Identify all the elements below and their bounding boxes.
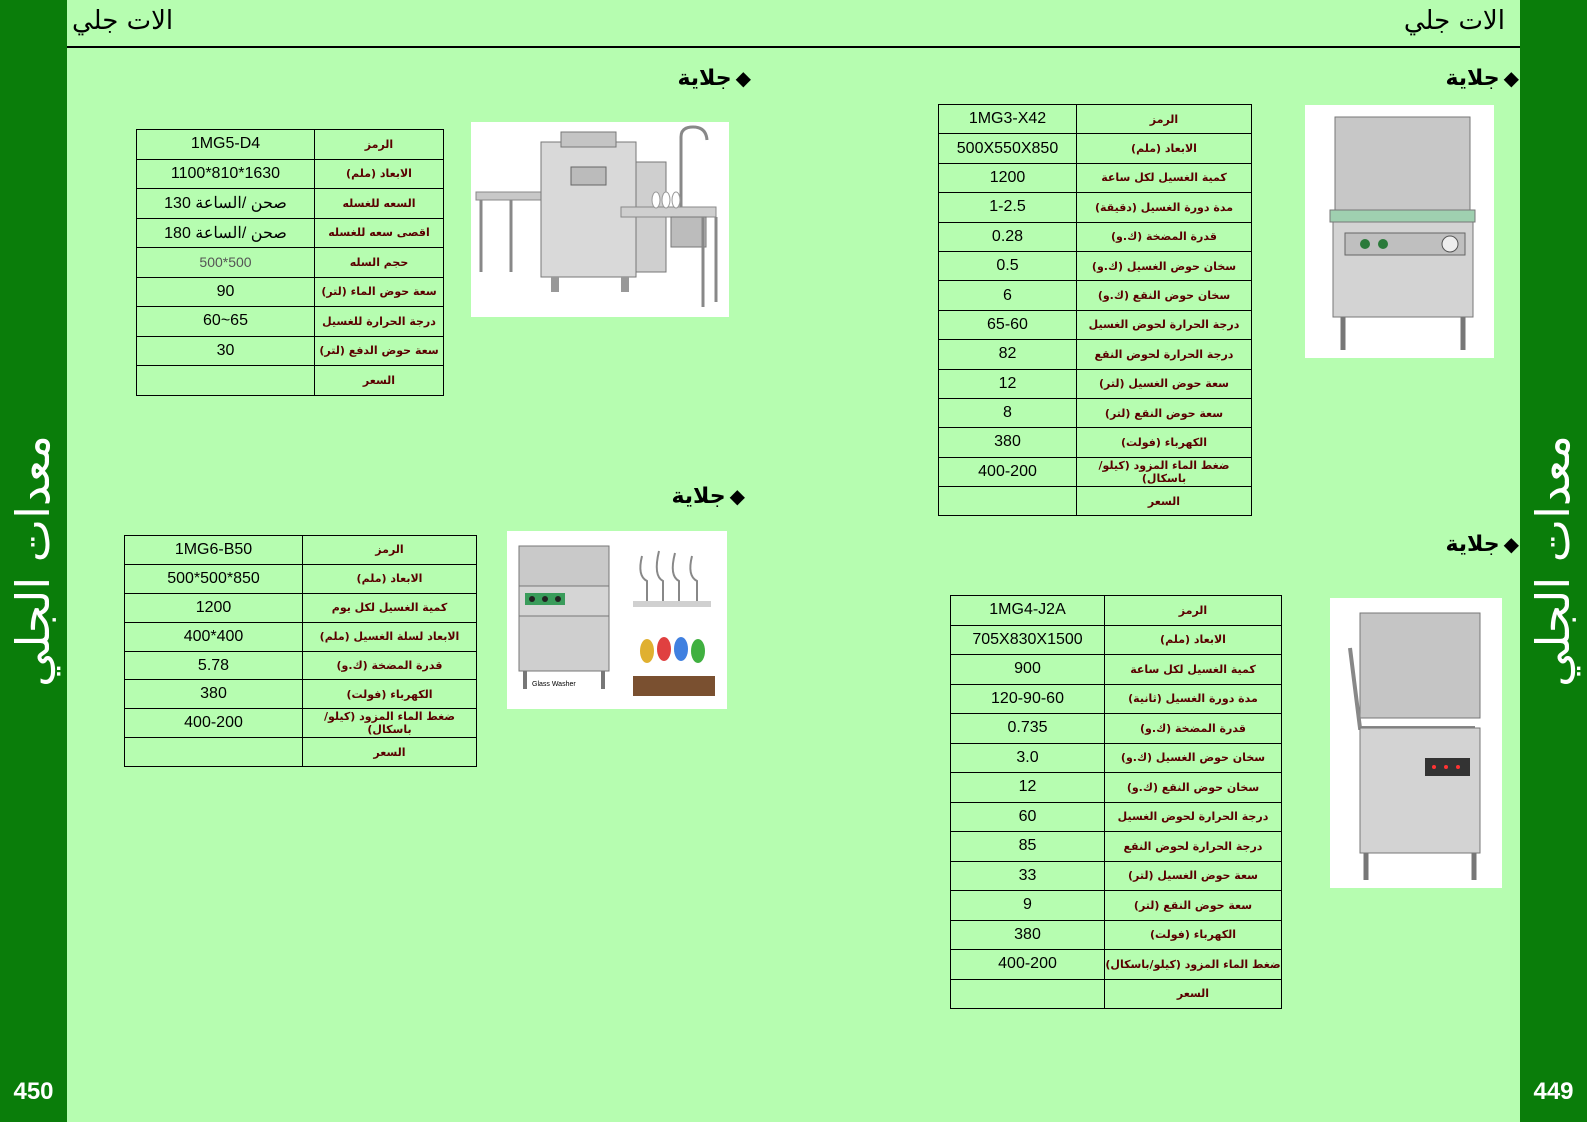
spec-value: 120-90-60 <box>951 684 1105 714</box>
spec-label: السعر <box>1105 979 1282 1009</box>
spec-value: 65-60 <box>939 310 1077 339</box>
spec-label: كمية الغسيل لكل ساعة <box>1105 655 1282 685</box>
spec-value <box>137 366 315 396</box>
spec-label: مدة دورة الغسيل (ثانية) <box>1105 684 1282 714</box>
left-page-number: 450 <box>13 1078 54 1105</box>
spec-row <box>125 536 477 565</box>
spec-label: درجة الحرارة لحوض الغسيل <box>1105 802 1282 832</box>
diamond-icon: ◆ <box>735 66 751 90</box>
spec-row <box>125 680 477 709</box>
spec-row <box>939 281 1252 310</box>
spec-row <box>939 487 1252 516</box>
spec-value: 82 <box>939 340 1077 369</box>
left-side-label: معدات الجلي <box>6 435 60 687</box>
spec-value: 180 صحن /الساعة <box>137 218 315 248</box>
spec-label: السعر <box>303 738 477 767</box>
spec-row <box>951 802 1282 832</box>
spec-row <box>125 622 477 651</box>
spec-value: 8 <box>939 398 1077 427</box>
spec-row <box>939 105 1252 134</box>
spec-row <box>125 709 477 738</box>
spec-row <box>125 593 477 622</box>
spec-label: الرمز <box>1105 596 1282 626</box>
spec-row <box>939 340 1252 369</box>
spec-value: 400-200 <box>939 457 1077 486</box>
spec-row <box>137 336 444 366</box>
spec-value: 400-200 <box>951 950 1105 980</box>
spec-value: 0.5 <box>939 251 1077 280</box>
spec-label: سخان حوض الغسيل (ك.و) <box>1077 251 1252 280</box>
spec-value: 380 <box>951 920 1105 950</box>
spec-table-1mg3 <box>938 104 1252 516</box>
spec-value: 1-2.5 <box>939 193 1077 222</box>
spec-label: الابعاد (ملم) <box>303 564 477 593</box>
spec-value: 60 <box>951 802 1105 832</box>
spec-value: 380 <box>939 428 1077 457</box>
spec-label: حجم السله <box>315 248 444 278</box>
spec-row <box>951 655 1282 685</box>
spec-table-1mg4 <box>950 595 1282 1009</box>
spec-row <box>939 428 1252 457</box>
spec-row <box>951 773 1282 803</box>
spec-label: قدرة المضخة (ك.و) <box>1105 714 1282 744</box>
product-photo-1mg3 <box>1305 105 1494 358</box>
spec-table-1mg5 <box>136 129 444 396</box>
spec-label: سعة حوض الغسيل (لتر) <box>1077 369 1252 398</box>
spec-row <box>951 920 1282 950</box>
spec-row <box>951 832 1282 862</box>
spec-value: 0.28 <box>939 222 1077 251</box>
photo-caption: Glass Washer <box>532 681 576 688</box>
spec-row <box>137 218 444 248</box>
spec-value <box>939 487 1077 516</box>
spec-label: السعر <box>1077 487 1252 516</box>
spec-label: الابعاد (ملم) <box>1105 625 1282 655</box>
spec-label: الكهرباء (فولت) <box>303 680 477 709</box>
diamond-icon: ◆ <box>1503 532 1519 556</box>
section-title-1mg5: ◆جلاية <box>677 66 751 91</box>
right-page-number: 449 <box>1533 1078 1574 1105</box>
spec-row <box>951 714 1282 744</box>
spec-row <box>939 193 1252 222</box>
spec-value <box>125 738 303 767</box>
spec-label: سخان حوض النقع (ك.و) <box>1077 281 1252 310</box>
spec-row <box>951 596 1282 626</box>
spec-label: سعة حوض الغسيل (لتر) <box>1105 861 1282 891</box>
spec-value: 5.78 <box>125 651 303 680</box>
product-photo-1mg4 <box>1330 598 1502 888</box>
spec-label: ضغط الماء المزود (كيلو/باسكال) <box>1105 950 1282 980</box>
spec-label: الرمز <box>1077 105 1252 134</box>
product-photo-1mg6 <box>507 531 727 709</box>
section-title-1mg6: ◆جلاية <box>671 484 745 509</box>
spec-row <box>951 979 1282 1009</box>
spec-row <box>939 457 1252 486</box>
spec-label: السعر <box>315 366 444 396</box>
spec-row <box>939 163 1252 192</box>
spec-row <box>137 159 444 189</box>
spec-value: 60~65 <box>137 307 315 337</box>
left-header-title: الات جلي <box>72 6 174 36</box>
spec-label: اقصى سعه للغسله <box>315 218 444 248</box>
spec-row <box>951 891 1282 921</box>
spec-row <box>939 134 1252 163</box>
spec-value: 85 <box>951 832 1105 862</box>
spec-value: 9 <box>951 891 1105 921</box>
spec-label: درجة الحرارة لحوض الغسيل <box>1077 310 1252 339</box>
spec-label: سعة حوض الدفع (لتر) <box>315 336 444 366</box>
diamond-icon: ◆ <box>729 484 745 508</box>
spec-label: ضغط الماء المزود (كيلو/باسكال) <box>303 709 477 738</box>
spec-label: الابعاد لسلة الغسيل (ملم) <box>303 622 477 651</box>
section-title-1mg3: ◆جلاية <box>1445 66 1519 91</box>
spec-value: 900 <box>951 655 1105 685</box>
spec-value: 400-200 <box>125 709 303 738</box>
spec-label: الرمز <box>315 130 444 160</box>
spec-value: 1MG5-D4 <box>137 130 315 160</box>
spec-label: درجة الحرارة للغسيل <box>315 307 444 337</box>
diamond-icon: ◆ <box>1503 66 1519 90</box>
header-divider <box>67 46 1520 48</box>
spec-row <box>939 222 1252 251</box>
spec-row <box>951 861 1282 891</box>
spec-value: 1200 <box>939 163 1077 192</box>
spec-label: درجة الحرارة لحوض النقع <box>1077 340 1252 369</box>
spec-value: 90 <box>137 277 315 307</box>
spec-label: ضغط الماء المزود (كيلو/باسكال) <box>1077 457 1252 486</box>
spec-value: 1100*810*1630 <box>137 159 315 189</box>
right-side-bar <box>1520 0 1587 1122</box>
spec-row <box>951 684 1282 714</box>
spec-row <box>939 251 1252 280</box>
spec-label: درجة الحرارة لحوض النقع <box>1105 832 1282 862</box>
spec-row <box>125 564 477 593</box>
spec-label: الكهرباء (فولت) <box>1077 428 1252 457</box>
spec-label: قدرة المضخة (ك.و) <box>303 651 477 680</box>
spec-value: 130 صحن /الساعة <box>137 189 315 219</box>
spec-row <box>137 277 444 307</box>
spec-row <box>125 651 477 680</box>
spec-value: 1MG4-J2A <box>951 596 1105 626</box>
spec-label: سخان حوض النقع (ك.و) <box>1105 773 1282 803</box>
spec-label: قدرة المضخة (ك.و) <box>1077 222 1252 251</box>
spec-value: 1MG3-X42 <box>939 105 1077 134</box>
spec-row <box>951 625 1282 655</box>
spec-label: سعة حوض الماء (لتر) <box>315 277 444 307</box>
spec-row <box>951 950 1282 980</box>
spec-value: 400*400 <box>125 622 303 651</box>
spec-value: 12 <box>939 369 1077 398</box>
spec-value: 500*500*850 <box>125 564 303 593</box>
spec-label: كمية الغسيل لكل يوم <box>303 593 477 622</box>
right-header-title: الات جلي <box>1403 6 1505 36</box>
spec-value: 30 <box>137 336 315 366</box>
spec-table-1mg6 <box>124 535 477 767</box>
spec-label: مدة دورة الغسيل (دقيقة) <box>1077 193 1252 222</box>
spec-row <box>137 189 444 219</box>
spec-value: 500X550X850 <box>939 134 1077 163</box>
spec-row <box>137 366 444 396</box>
spec-label: كمية الغسيل لكل ساعة <box>1077 163 1252 192</box>
spec-label: سعة حوض النقع (لتر) <box>1077 398 1252 427</box>
spec-value: 380 <box>125 680 303 709</box>
spec-label: الابعاد (ملم) <box>1077 134 1252 163</box>
left-side-bar <box>0 0 67 1122</box>
spec-value: 500*500 <box>137 248 315 278</box>
spec-value <box>951 979 1105 1009</box>
spec-value: 12 <box>951 773 1105 803</box>
spec-row <box>137 307 444 337</box>
spec-value: 6 <box>939 281 1077 310</box>
spec-value: 1200 <box>125 593 303 622</box>
spec-value: 3.0 <box>951 743 1105 773</box>
spec-value: 0.735 <box>951 714 1105 744</box>
spec-value: 33 <box>951 861 1105 891</box>
spec-row <box>939 310 1252 339</box>
spec-value: 705X830X1500 <box>951 625 1105 655</box>
spec-label: سخان حوض الغسيل (ك.و) <box>1105 743 1282 773</box>
spec-label: سعة حوض النقع (لتر) <box>1105 891 1282 921</box>
spec-row <box>939 398 1252 427</box>
right-side-label: معدات الجلي <box>1526 435 1580 687</box>
spec-row <box>939 369 1252 398</box>
spec-row <box>125 738 477 767</box>
spec-row <box>951 743 1282 773</box>
spec-row <box>137 248 444 278</box>
spec-label: السعه للغسله <box>315 189 444 219</box>
spec-label: الكهرباء (فولت) <box>1105 920 1282 950</box>
spec-label: الرمز <box>303 536 477 565</box>
product-photo-1mg5 <box>471 122 729 317</box>
spec-label: الابعاد (ملم) <box>315 159 444 189</box>
spec-value: 1MG6-B50 <box>125 536 303 565</box>
spec-row <box>137 130 444 160</box>
section-title-1mg4: ◆جلاية <box>1445 532 1519 557</box>
